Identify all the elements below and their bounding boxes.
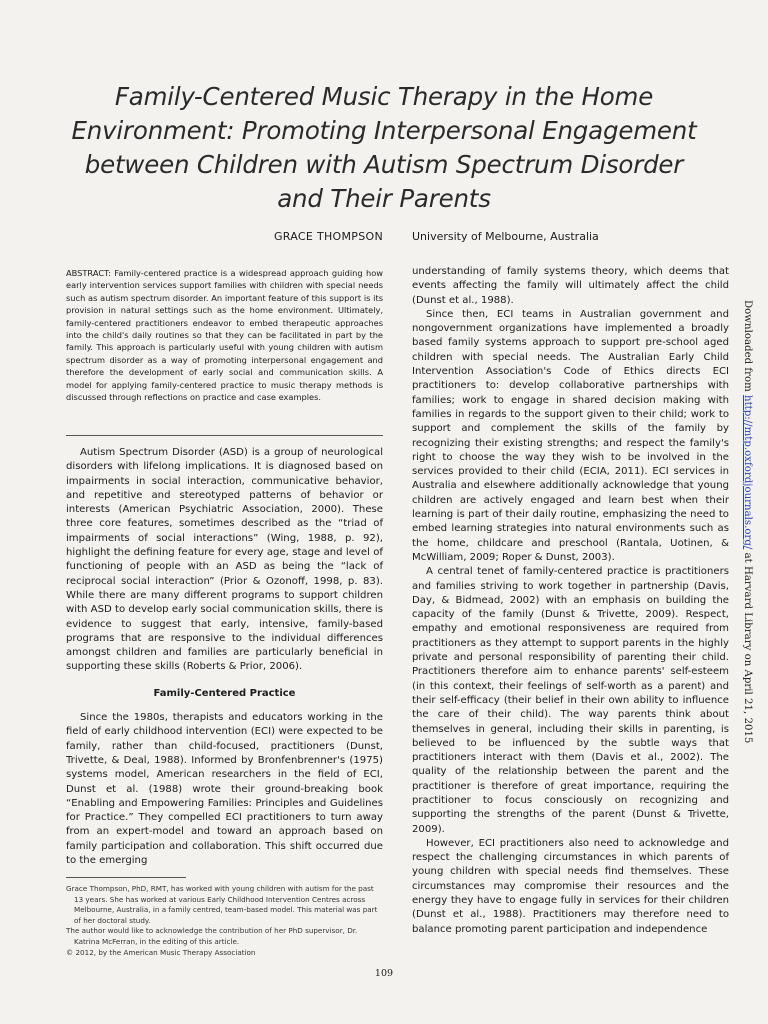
author-name: GRACE THOMPSON — [273, 230, 383, 243]
footnote-divider — [66, 877, 186, 878]
body-paragraph: However, ECI practitioners also need to acknowledge and respect the challenging circumstances in which parents of young children with special needs find themselves. These circumstances may compromise their resources and the energy they have to engage fully in services for their children (Dunst et al., 1988). Practitioners may therefore need to balance promoting parent participation and independence — [412, 837, 729, 935]
abstract: ABSTRACT: Family-centered practice is a widespread approach guiding how early intervention services support families with children with special needs such as autism spectrum disorder. An important feature of this support is its provision in natural settings such as the home environment. Ultimately, family-centered practitioners endeavor to embed therapeutic approaches into the child's daily routines so that they can be facilitated in part by the family. This approach is particularly useful with young children with autism spectrum disorder as a way of promoting interpersonal engagement and therefore the development of early social and communication skills. A model for applying family-centered practice to music therapy methods is discussed through reflections on practice and case examples. — [66, 268, 383, 403]
footnote-acknowledgment: The author would like to acknowledge the contribution of her PhD supervisor, Dr. Katrina McFerran, in the editing of this article. — [66, 926, 358, 946]
body-paragraph: Autism Spectrum Disorder (ASD) is a group of neurological disorders with lifelong implications. It is diagnosed based on impairments in social interaction, communicative behavior, and repetitive and stereotyped patterns of behavior or interests (American Psychiatric Association, 2000). These three core features, sometimes described as the “triad of impairments of social interactions” (Wing, 1988, p. 92), highlight the defining feature for every age, stage and level of functioning of people with an ASD as being the “lack of reciprocal social interaction” (Prior & Ozonoff, 1998, p. 83). While there are many different programs to support children with ASD to develop early social communication skills, there is evidence to suggest that early, intensive, family-based programs that are responsive to the individual differences amongst children and families are particularly beneficial in supporting these skills (Roberts & Prior, 2006). — [66, 447, 383, 673]
body-paragraph: A central tenet of family-centered practice is practitioners and families striving to work together in partnership (Davis, Day, & Bidmead, 2002) with an emphasis on building the capacity of the family (Dunst & Trivette, 2009). Respect, empathy and emotional responsiveness are required from practitioners as they attempt to support parents in the highly private and personal responsibility of parenting their child. Practitioners therefore aim to enhance parents' self-esteem (in this context, their feelings of self-worth as a parent) and their self-efficacy (their belief in their own ability to influence the care of their child). The way parents think about themselves in general, including their skills in parenting, is believed to be influenced by the subtle ways that practitioners interact with them (Davis et al., 2002). The quality of the relationship between the parent and the practitioner is therefore of great importance, requiring the practitioner to focus consciously on recognizing and supporting the strengths of the parent (Dunst & Trivette, 2009). — [412, 566, 729, 835]
download-prefix: Downloaded from — [742, 300, 753, 396]
abstract-divider — [66, 435, 383, 436]
author-footnote — [66, 884, 383, 958]
body-column-right — [412, 265, 729, 937]
download-watermark — [742, 300, 753, 743]
footnote-copyright: © 2012, by the American Music Therapy Association — [66, 947, 256, 957]
author-affiliation: University of Melbourne, Australia — [412, 230, 599, 243]
body-paragraph: understanding of family systems theory, which deems that events affecting the family will ultimately affect the child (Dunst et al., 1988). — [412, 266, 729, 306]
section-heading: Family-Centered Practice — [153, 687, 296, 699]
download-suffix: at Harvard Library on April 21, 2015 — [742, 549, 753, 744]
page-number: 109 — [374, 968, 394, 979]
journal-link[interactable]: http://mtp.oxfordjournals.org/ — [742, 395, 753, 550]
footnote-bio: Grace Thompson, PhD, RMT, has worked with young children with autism for the past 13 years. She has worked at various Early Childhood Intervention Centres across Melbourne, Australia, in a family centred, team-based model. This material was part of her doctoral study. — [66, 884, 378, 925]
body-paragraph: Since then, ECI teams in Australian government and nongovernment organizations have implemented a broadly based family systems approach to support pre-school aged children with special needs. The Australian Early Child Intervention Association's Code of Ethics directs ECI practitioners to: develop collaborative partnerships with families; work to engage in shared decision making with families in regards to the support given to their child; work to support and complement the skills of the family by recognizing their existing strengths; and respect the family's right to choose the way they wish to be involved in the services provided to their child (ECIA, 2011). ECI services in Australia and elsewhere additionally acknowledge that young children are actively engaged and learn best when their learning is part of their daily routine, emphasizing the need to embed learning strategies into natural environments such as the home, childcare and preschool (Rantala, Uotinen, & McWilliam, 2009; Roper & Dunst, 2003). — [412, 308, 729, 563]
body-column-left — [66, 446, 383, 868]
article-title: Family-Centered Music Therapy in the Home Environment: Promoting Interpersonal Engagement between Children with Autism Spectrum Disorder and Their Parents — [71, 82, 697, 213]
body-paragraph: Since the 1980s, therapists and educators working in the field of early childhood intervention (ECI) were expected to be family, rather than child-focused, practitioners (Dunst, Trivette, & Deal, 1988). Informed by Bronfenbrenner's (1975) systems model, American researchers in the field of ECI, Dunst et al. (1988) wrote their ground-breaking book “Enabling and Empowering Families: Principles and Guidelines for Practice.” They compelled ECI practitioners to turn away from an expert-model and toward an approach based on family participation and collaboration. This shift occurred due to the emerging — [66, 712, 383, 867]
